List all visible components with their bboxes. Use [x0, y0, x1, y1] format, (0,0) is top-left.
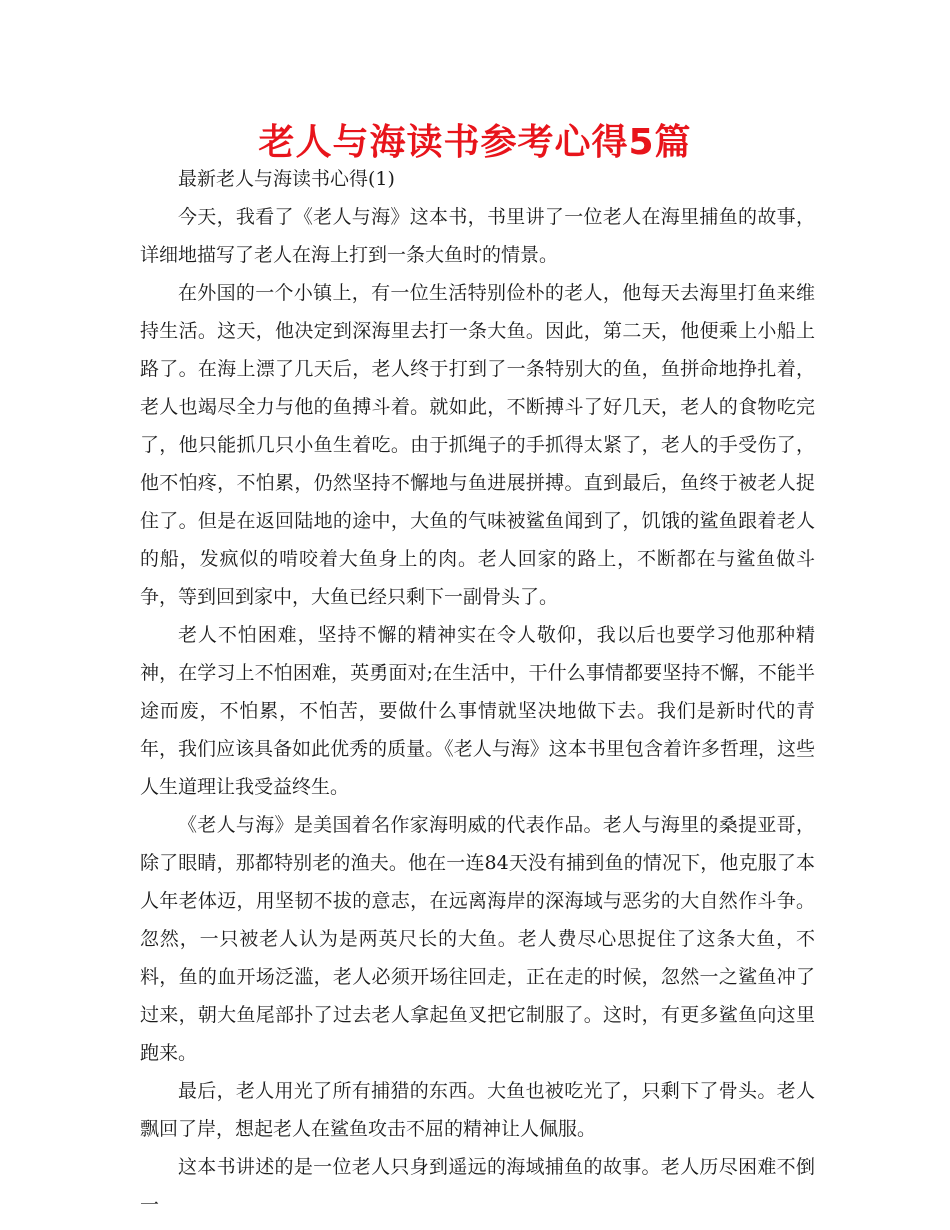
paragraph-3: 老人不怕困难，坚持不懈的精神实在令人敬仰，我以后也要学习他那种精神，在学习上不怕困难，英勇面对;在生活中，干什么事情都要坚持不懈，不能半途而废，不怕累，不怕苦，要做什么事情就坚决地做下去。我们是新时代的青年，我们应该具备如此优秀的质量。《老人与海》这本书里包含着许多哲理，这些人生道理让我受益终生。	[140, 624, 815, 798]
subtitle: 最新老人与海读书心得(1)	[178, 168, 395, 190]
paragraph-2: 在外国的一个小镇上，有一位生活特别俭朴的老人，他每天去海里打鱼来维持生活。这天，他决定到深海里去打一条大鱼。因此，第二天，他便乘上小船上路了。在海上漂了几天后，老人终于打到了一条特别大的鱼，鱼拼命地挣扎着，老人也竭尽全力与他的鱼搏斗着。就如此，不断搏斗了好几天，老人的食物吃完了，他只能抓几只小鱼生着吃。由于抓绳子的手抓得太紧了，老人的手受伤了，他不怕疼，不怕累，仍然坚持不懈地与鱼进展拼搏。直到最后，鱼终于被老人捉住了。但是在返回陆地的途中，大鱼的气味被鲨鱼闻到了，饥饿的鲨鱼跟着老人的船，发疯似的啃咬着大鱼身上的肉。老人回家的路上，不断都在与鲨鱼做斗争，等到回到家中，大鱼已经只剩下一副骨头了。	[140, 282, 815, 608]
paragraph-6: 这本书讲述的是一位老人只身到遥远的海域捕鱼的故事。老人历尽困难不倒一	[140, 1156, 815, 1216]
document-body	[140, 160, 815, 1224]
document-title: 老人与海读书参考心得5篇	[258, 122, 692, 163]
paragraph-4: 《老人与海》是美国着名作家海明威的代表作品。老人与海里的桑提亚哥，除了眼睛，那都特别老的渔夫。他在一连84天没有捕到鱼的情况下，他克服了本人年老体迈，用坚韧不拔的意志，在远离海岸的深海域与恶劣的大自然作斗争。忽然，一只被老人认为是两英尺长的大鱼。老人费尽心思捉住了这条大鱼，不料，鱼的血开场泛滥，老人必须开场往回走，正在走的时候，忽然一之鲨鱼冲了过来，朝大鱼尾部扑了过去老人拿起鱼叉把它制服了。这时，有更多鲨鱼向这里跑来。	[140, 814, 815, 1064]
paragraph-5: 最后，老人用光了所有捕猎的东西。大鱼也被吃光了，只剩下了骨头。老人飘回了岸，想起老人在鲨鱼攻击不屈的精神让人佩服。	[140, 1080, 815, 1140]
paragraph-1: 今天，我看了《老人与海》这本书，书里讲了一位老人在海里捕鱼的故事，详细地描写了老人在海上打到一条大鱼时的情景。	[140, 206, 815, 266]
